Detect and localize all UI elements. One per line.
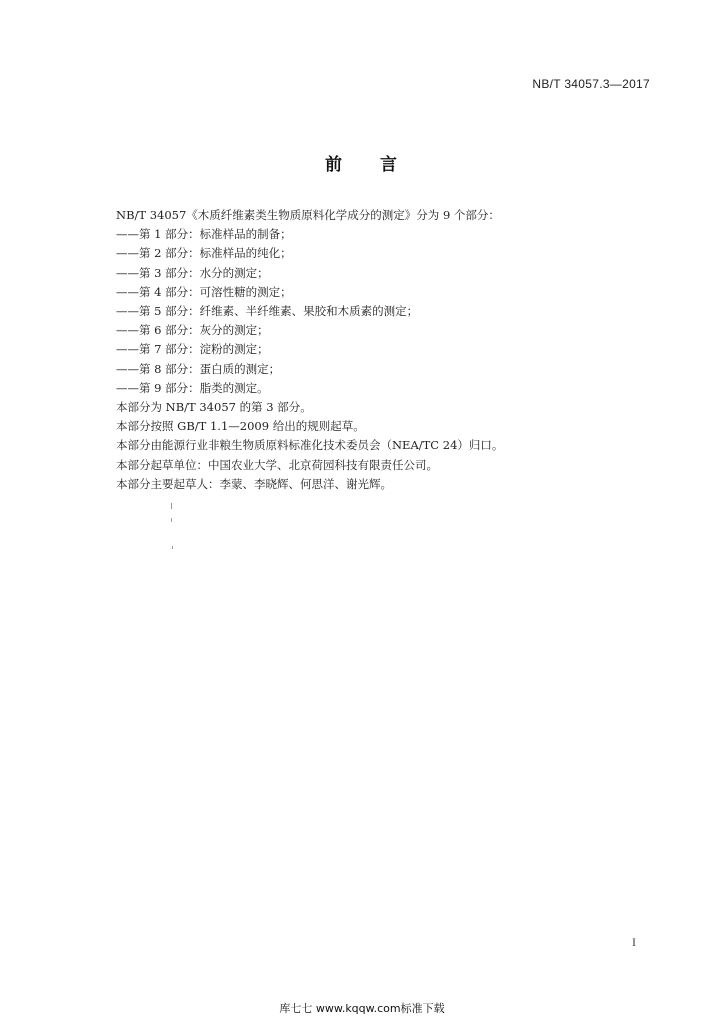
page-number: I [632, 935, 636, 949]
list-item-part-3: ——第 3 部分：水分的测定； [116, 265, 269, 280]
paragraph-drafters: 本部分主要起草人：李蒙、李晓辉、何思洋、谢光辉。 [116, 476, 392, 491]
list-item-part-8: ——第 8 部分：蛋白质的测定； [116, 361, 281, 376]
title-part-2: 言 [380, 155, 399, 175]
paragraph-intro: NB/T 34057《木质纤维素类生物质原料化学成分的测定》分为 9 个部分： [116, 208, 500, 222]
paragraph-drafting-rules: 本部分按照 GB/T 1.1—2009 给出的规则起草。 [116, 419, 365, 434]
footer-watermark: 库七七 www.kqqw.com标准下载 [279, 1002, 445, 1015]
list-item-part-7: ——第 7 部分：淀粉的测定； [116, 342, 269, 357]
list-item-part-2: ——第 2 部分：标准样品的纯化； [116, 246, 292, 261]
scan-speck [171, 518, 172, 522]
title-part-1: 前 [325, 155, 344, 175]
standard-code: NB/T 34057.3—2017 [532, 77, 650, 91]
scan-speck [171, 503, 172, 509]
list-item-part-4: ——第 4 部分：可溶性糖的测定； [116, 284, 292, 299]
foreword-body [116, 206, 636, 494]
list-item-part-5: ——第 5 部分：纤维素、半纤维素、果胶和木质素的测定； [116, 304, 419, 319]
paragraph-drafting-units: 本部分起草单位：中国农业大学、北京荷园科技有限责任公司。 [116, 457, 438, 472]
list-item-part-1: ——第 1 部分：标准样品的制备； [116, 227, 292, 242]
page-title [0, 150, 724, 175]
scan-speck [172, 546, 173, 549]
paragraph-part-statement: 本部分为 NB/T 34057 的第 3 部分。 [116, 400, 312, 415]
paragraph-responsible-committee: 本部分由能源行业非粮生物质原料标准化技术委员会（NEA/TC 24）归口。 [116, 438, 504, 453]
list-item-part-9: ——第 9 部分：脂类的测定。 [116, 380, 269, 395]
list-item-part-6: ——第 6 部分：灰分的测定； [116, 323, 269, 338]
